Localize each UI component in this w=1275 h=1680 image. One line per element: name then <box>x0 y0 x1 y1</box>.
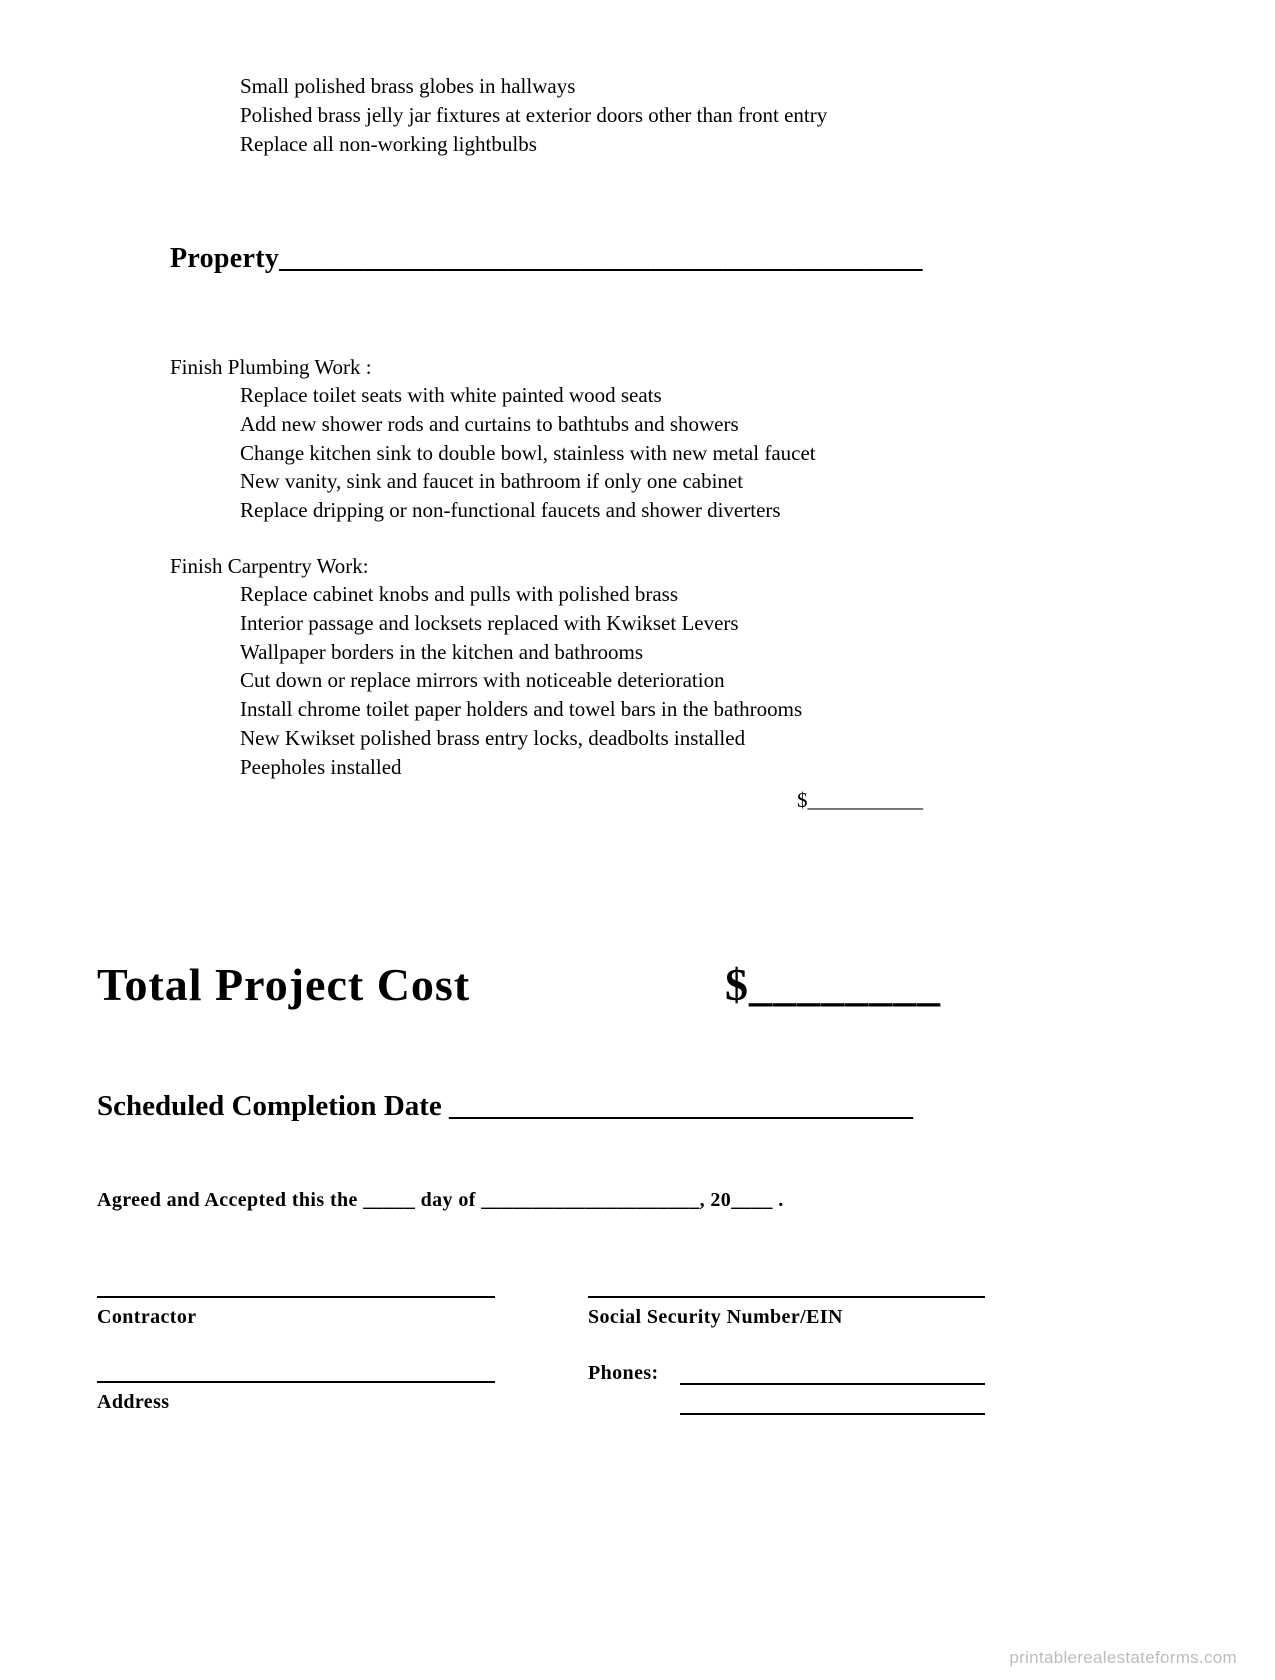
intro-item: Polished brass jelly jar fixtures at exterior doors other than front entry <box>240 102 828 127</box>
property-label: Property <box>170 243 280 274</box>
carpentry-item: Cut down or replace mirrors with noticeable deterioration <box>240 668 725 693</box>
ssn-label: Social Security Number/EIN <box>588 1306 843 1328</box>
scheduled-completion-label: Scheduled Completion Date <box>97 1090 442 1122</box>
plumbing-item: New vanity, sink and faucet in bathroom if only one cabinet <box>240 469 744 494</box>
total-project-cost-blank: $________ <box>725 959 941 1010</box>
total-project-cost-label: Total Project Cost <box>97 959 471 1010</box>
carpentry-item: Install chrome toilet paper holders and towel bars in the bathrooms <box>240 697 803 722</box>
agreement-line: Agreed and Accepted this the _____ day of _____________________, 20____ . <box>97 1189 784 1211</box>
section-amount-blank: $___________ <box>797 788 923 812</box>
property-heading <box>170 243 923 275</box>
carpentry-section-heading: Finish Carpentry Work: <box>170 554 369 578</box>
plumbing-section-heading: Finish Plumbing Work : <box>170 355 372 379</box>
carpentry-item: Interior passage and locksets replaced with Kwikset Levers <box>240 610 739 635</box>
address-label: Address <box>97 1391 170 1413</box>
carpentry-item: New Kwikset polished brass entry locks, deadbolts installed <box>240 725 746 750</box>
phones-line-1 <box>680 1383 985 1385</box>
plumbing-item: Replace toilet seats with white painted wood seats <box>240 383 662 407</box>
contractor-signature-line <box>97 1296 495 1298</box>
contractor-label: Contractor <box>97 1306 197 1328</box>
intro-item: Replace all non-working lightbulbs <box>240 131 537 156</box>
watermark-text: printablerealestateforms.com <box>1009 1648 1237 1667</box>
carpentry-item: Replace cabinet knobs and pulls with polished brass <box>240 582 678 606</box>
carpentry-item: Peepholes installed <box>240 754 402 779</box>
plumbing-item-list <box>240 381 816 525</box>
intro-item: Small polished brass globes in hallways <box>240 74 576 98</box>
scheduled-completion-blank: ________________________________ <box>449 1090 914 1122</box>
plumbing-item: Replace dripping or non-functional faucets and shower diverters <box>240 498 781 523</box>
carpentry-item-list <box>240 580 802 782</box>
plumbing-item: Change kitchen sink to double bowl, stainless with new metal faucet <box>240 440 816 465</box>
ssn-line <box>588 1296 985 1298</box>
property-blank-line: _____________________________________________ <box>279 243 923 274</box>
phones-line-2 <box>680 1413 985 1415</box>
plumbing-item: Add new shower rods and curtains to bathtubs and showers <box>240 411 739 436</box>
intro-item-list <box>240 72 827 158</box>
phones-label: Phones: <box>588 1362 659 1384</box>
carpentry-item: Wallpaper borders in the kitchen and bathrooms <box>240 639 644 664</box>
scheduled-completion-row <box>97 1090 913 1123</box>
address-line <box>97 1381 495 1383</box>
